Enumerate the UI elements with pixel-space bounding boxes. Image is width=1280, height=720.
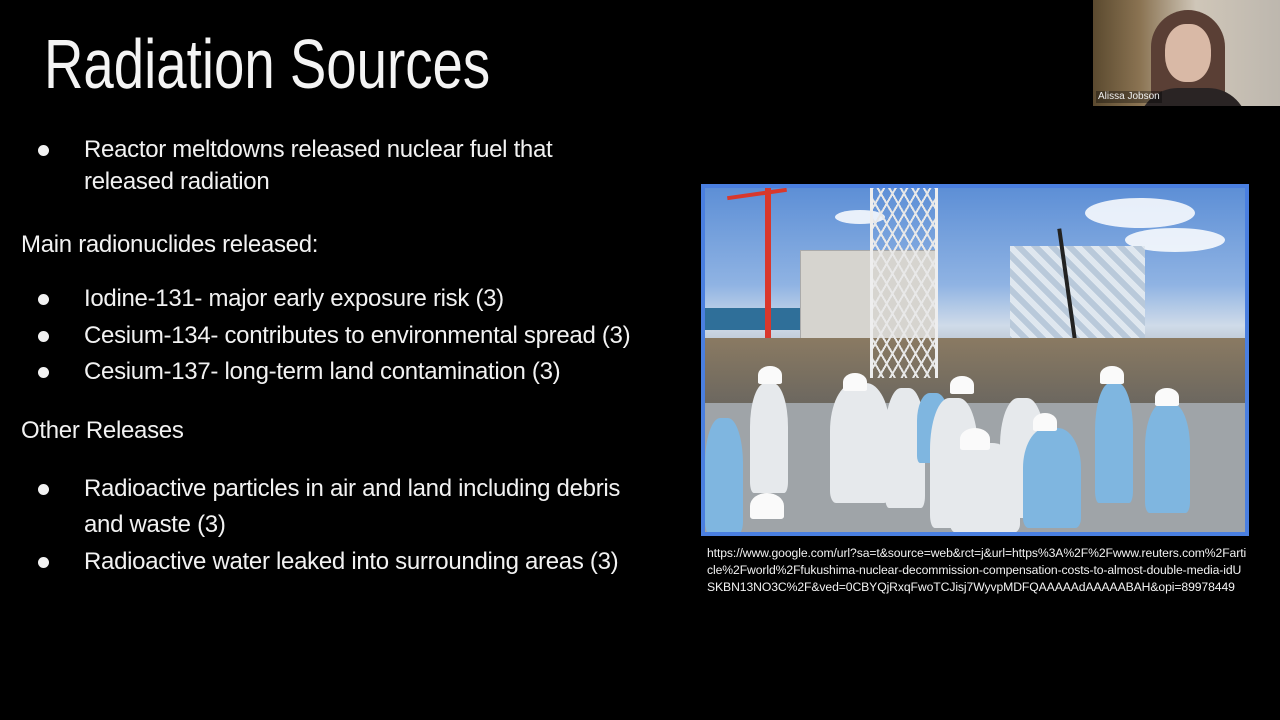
image-source-link[interactable]: https://www.google.com/url?sa=t&source=web&rct=j&url=https%3A%2F%2Fwww.reuters.com%2Farticle%2Fworld%2Ffukushima-nuclear-decommission-compensation-costs-to-almost-double-media-idUSKBN13NO3C%2F&ved=0CBYQjRxqFwoTCJisj7WyvpMDFQAAAAAdAAAAABAH&opi=89978449 — [707, 546, 1247, 594]
bullet-icon — [38, 294, 49, 305]
bullet-text: Iodine-131- major early exposure risk (3) — [84, 285, 504, 312]
bullet-icon — [38, 484, 49, 495]
participant-video-tile[interactable] — [1093, 0, 1280, 106]
bullet-icon — [38, 145, 49, 156]
bullet-text: Reactor meltdowns released nuclear fuel that — [84, 136, 553, 163]
bullet-icon — [38, 331, 49, 342]
slide-title: Radiation Sources — [44, 25, 491, 103]
fukushima-workers-photo — [705, 188, 1245, 532]
participant-name-label: Alissa Jobson — [1098, 91, 1160, 102]
bullet-text: Radioactive particles in air and land including debris — [84, 475, 621, 502]
section-heading-other-releases: Other Releases — [21, 417, 184, 444]
bullet-text: Cesium-134- contributes to environmental spread (3) — [84, 322, 631, 349]
bullet-icon — [38, 557, 49, 568]
bullet-text: Radioactive water leaked into surrounding areas (3) — [84, 548, 619, 575]
bullet-text: Cesium-137- long-term land contamination (3) — [84, 358, 561, 385]
section-heading-radionuclides: Main radionuclides released: — [21, 231, 319, 258]
bullet-text-continued: released radiation — [84, 168, 270, 195]
bullet-text-continued: and waste (3) — [84, 511, 226, 538]
slide-photo — [701, 184, 1249, 536]
bullet-icon — [38, 367, 49, 378]
